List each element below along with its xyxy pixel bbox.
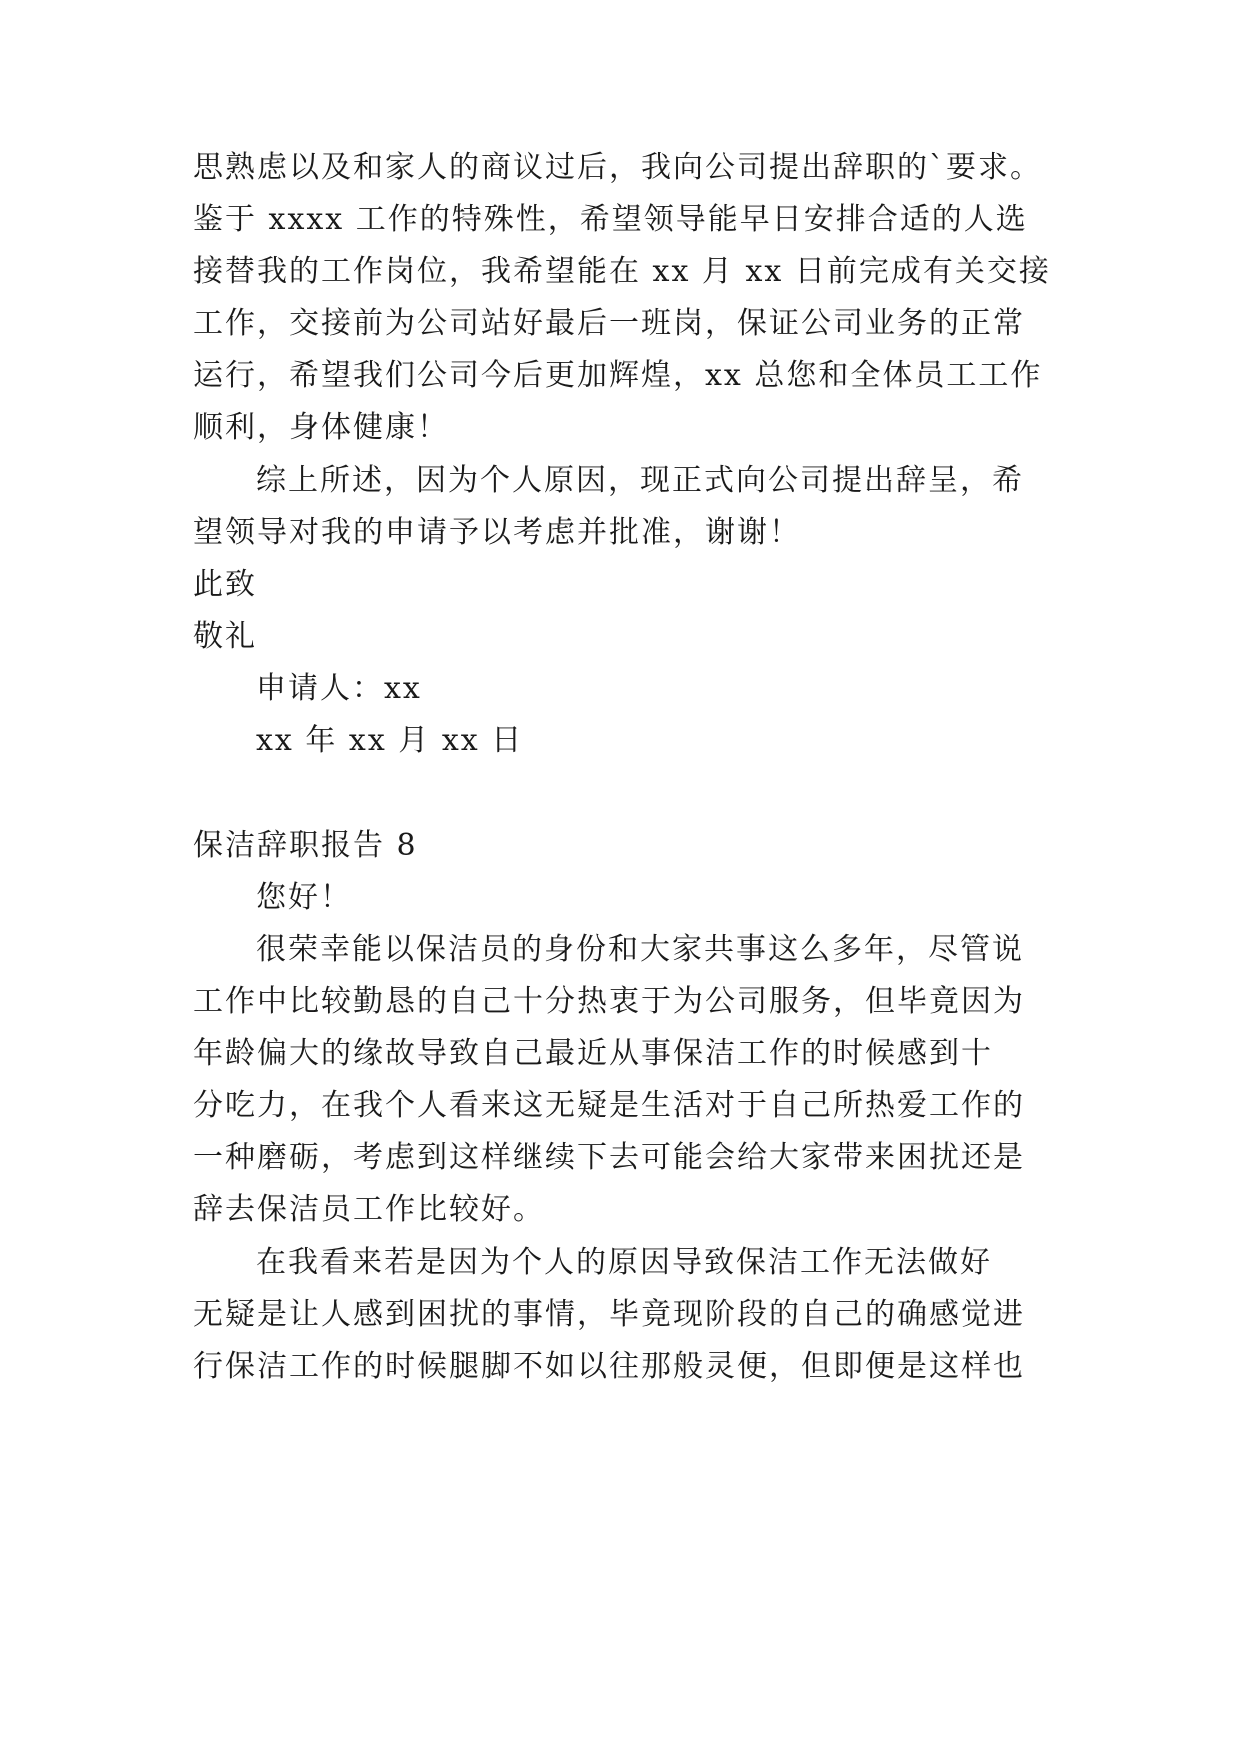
body-line: 顺利，身体健康！ [193,410,449,445]
body-line: 工作，交接前为公司站好最后一班岗，保证公司业务的正常 [193,306,1025,341]
conclusion-line: 综上所述，因为个人原因，现正式向公司提出辞呈，希 [256,463,1024,498]
conclusion-line: 望领导对我的申请予以考虑并批准，谢谢！ [193,515,801,550]
paragraph-line: 辞去保洁员工作比较好。 [193,1192,545,1227]
applicant-signature: 申请人：xx [256,671,422,706]
greeting: 您好！ [256,880,352,915]
paragraph-line: 分吃力，在我个人看来这无疑是生活对于自己所热爱工作的 [193,1088,1025,1123]
paragraph-line: 无疑是让人感到困扰的事情，毕竟现阶段的自己的确感觉进 [193,1297,1025,1332]
signature-date: xx 年 xx 月 xx 日 [256,723,524,758]
paragraph-line: 年龄偏大的缘故导致自己最近从事保洁工作的时候感到十 [193,1036,993,1071]
paragraph-line: 一种磨砺，考虑到这样继续下去可能会给大家带来困扰还是 [193,1140,1025,1175]
paragraph-line: 在我看来若是因为个人的原因导致保洁工作无法做好 [256,1245,992,1280]
body-line: 鉴于 xxxx 工作的特殊性，希望领导能早日安排合适的人选 [193,202,1028,237]
body-line: 思熟虑以及和家人的商议过后，我向公司提出辞职的`要求。 [193,150,1042,185]
paragraph-line: 工作中比较勤恳的自己十分热衷于为公司服务，但毕竟因为 [193,984,1025,1019]
paragraph-line: 很荣幸能以保洁员的身份和大家共事这么多年，尽管说 [256,932,1024,967]
section-title: 保洁辞职报告 8 [193,828,418,863]
body-line: 接替我的工作岗位，我希望能在 xx 月 xx 日前完成有关交接 [193,254,1051,289]
paragraph-line: 行保洁工作的时候腿脚不如以往那般灵便，但即便是这样也 [193,1349,1025,1384]
closing-regards: 敬礼 [193,619,257,654]
body-line: 运行，希望我们公司今后更加辉煌，xx 总您和全体员工工作 [193,358,1043,393]
closing-salutation: 此致 [193,567,257,602]
